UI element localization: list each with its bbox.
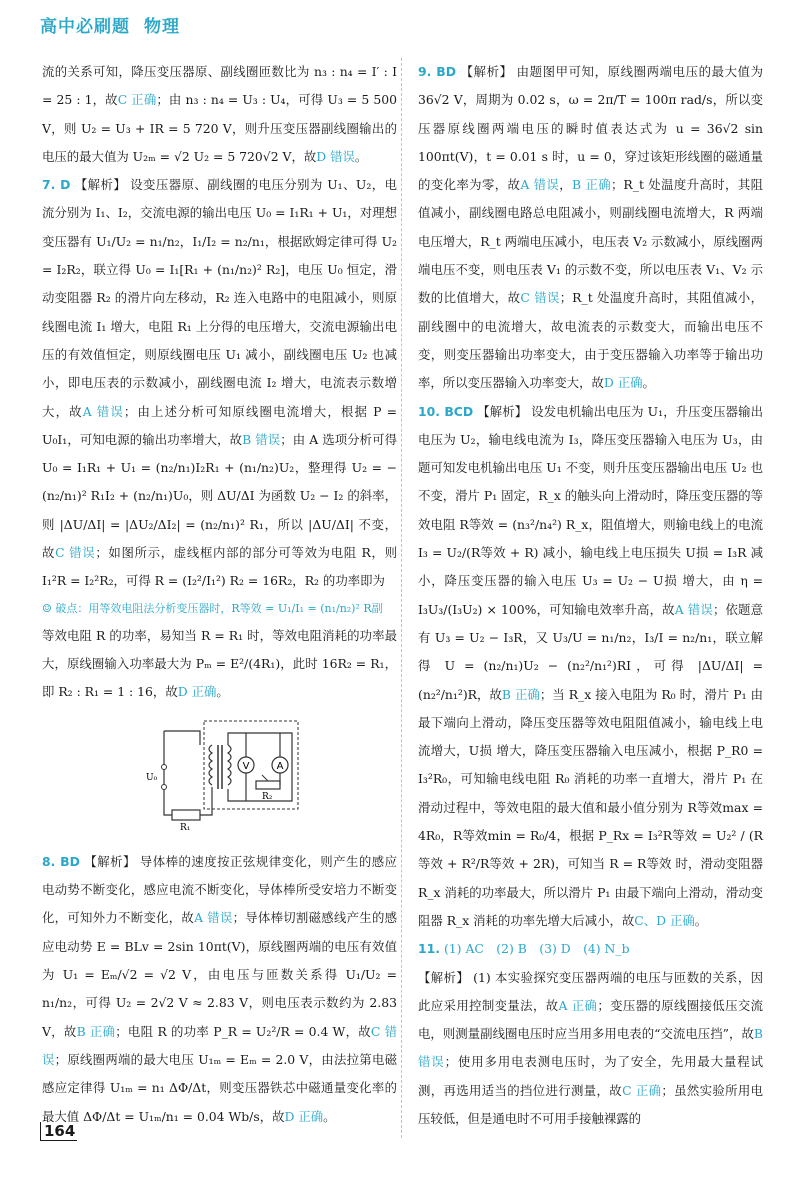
right-column [418,58,763,1133]
question-number: 10. BCD [418,403,474,419]
question-10: 10. BCD 【解析】 设发电机输出电压为 U₁，升压变压器输出电压为 U₂，输电线电流为 I₃，降压变压器输入电压为 U₃，由题可知发电机输出电压 U₁ 不变，则升压变压器输出电压 U₂ 也不变，滑片 P₁ 固定，R_x 的触头向上滑动时，降压变压器的等效电阻 R等效 = (n₃²/n₄²) R_x，阻值增大，则输电线上的电流 I₃ = U₂/(R等效 + R) 减小，输电线上电压损失 U损 = I₃R 减小，降压变压器的输入电压 U₃ = U₂ − U损 增大，由 η = I₃U₃/(I₃U₂) × 100%，可知输电效率升高，故A 错误；依题意有 U₃ = U₂ − I₃R，又 U₃/U = n₁/n₂，I₃/I = n₂/n₁，联立解得 U = (n₂/n₁)U₂ − (n₂²/n₁²)RI，可得 |ΔU/ΔI| = (n₂²/n₁²)R，故B 正确；当 R_x 接入电阻为 R₀ 时，滑片 P₁ 由最下端向上滑动，降压变压器等效电阻阻值减小，输电线上电流增大，U损 增大，降压变压器输入电压减小，根据 P_R0 = I₃²R₀，可知输电线电阻 R₀ 消耗的功率一直增大，滑片 P₁ 在滑动过程中，等效电阻的最大值和最小值分别为 R等效max = 4R₀，R等效min = R₀/4，根据 P_Rx = I₃²R等效 = U₂² / (R等效 + R²/R等效 + 2R)，可知当 R = R等效 时，滑动变阻器 R_x 消耗的功率最大，所以滑片 P₁ 由最下端向上滑动，滑动变阻器 R_x 消耗的功率先增大后减小，故C、D 正确。 [418,403,764,928]
question-number: 9. BD [418,64,456,79]
page-number: 164 [40,1122,77,1141]
ammeter-label: A [276,760,284,772]
question-7-cont: 等效电阻 R 的功率，易知当 R = R₁ 时，等效电阻消耗的功率最大，原线圈输入功率最大为 Pₘ = E²/(4R₁)，此时 16R₂ = R₁，即 R₂ : R₁ = 1 : 16，故D 正确。 [42,627,397,700]
left-column [42,58,397,1131]
question-8: 8. BD 【解析】 导体棒的速度按正弦规律变化，则产生的感应电动势不断变化，感应电流不断变化，导体棒所受安培力不断变化，可知外力不断变化，故A 错误；导体棒切割磁感线产生的感应电动势 E = BLv = 2sin 10πt(V)，原线圈两端的电压有效值为 U₁ = Eₘ/√2 = √2 V，由电压与匝数关系得 U₁/U₂ = n₁/n₂，可得 U₂ = 2√2 V ≈ 2.83 V，则电压表示数约为 2.83 V，故B 正确；电阻 R 的功率 P_R = U₂²/R = 0.4 W，故C 错误；原线圈两端的最大电压 U₁ₘ = Eₘ = 2.0 V，由法拉第电磁感应定律得 U₁ₘ = n₁ ΔΦ/Δt，则变压器铁芯中磁通量变化率的最大值 ΔΦ/Δt = U₁ₘ/n₁ = 0.04 Wb/s，故D 正确。 [42,853,398,1124]
circuit-diagram [142,717,302,832]
question-number: 8. BD [42,853,80,869]
resistor-r1-label: R₁ [180,822,191,832]
source-label: U₀ [146,772,158,783]
book-title: 高中必刷题 [40,17,130,37]
question-9: 9. BD 【解析】 由题图甲可知，原线圈两端电压的最大值为 36√2 V，周期为 0.02 s，ω = 2π/T = 100π rad/s，所以变压器原线圈两端电压的瞬时值表达式为 u = 36√2 sin 100πt(V)，t = 0.01 s 时，u = 0，穿过该矩形线圈的磁通量的变化率为零，故A 错误，B 正确；R_t 处温度升高时，其阻值减小，副线圈电路总电阻减小，则副线圈电流增大，R 两端电压增大，R_t 两端电压减小，电压表 V₂ 示数减小，原线圈两端电压不变，则电压表 V₁ 的示数不变，所以电压表 V₁、V₂ 示数的比值增大，故C 错误；R_t 处温度升高时，其阻值减小，副线圈中的电流增大，故电流表的示数变大，而输出电压不变，则变压器输出功率变大，由于变压器输入功率等于输出功率，所以变压器输入功率变大，故D 正确。 [418,64,764,391]
question-11-analysis: 【解析】 (1) 本实验探究变压器两端的电压与匝数的关系，因此应采用控制变量法，故A 正确；变压器的原线圈接低压交流电，则测量副线圈电压时应当用多用电表的“交流电压挡”，故B 错误；使用多用电表测电压时，为了安全，先用最大量程试测，再选用适当的挡位进行测量，故C 正确；虽然实验所用电压较低，但是通电时不可用手接触裸露的 [418,969,764,1126]
resistor-r2-label: R₂ [262,791,273,802]
question-7: 7. D 【解析】 设变压器原、副线圈的电压分别为 U₁、U₂，电流分别为 I₁、I₂，交流电源的输出电压 U₀ = I₁R₁ + U₁，对理想变压器有 U₁/U₂ = n₁/n₂，I₁/I₂ = n₂/n₁，根据欧姆定律可得 U₂ = I₂R₂，联立得 U₀ = I₁[R₁ + (n₁/n₂)² R₂]，电压 U₀ 恒定，滑动变阻器 R₂ 的滑片向左移动，R₂ 连入电路中的电阻减小，则原线圈电流 I₁ 增大，电阻 R₁ 上分得的电压增大，交流电源输出电压的有效值恒定，则原线圈电压 U₁ 减小，副线圈电压 U₂ 也减小，即电压表的示数减小，副线圈电流 I₂ 增大，电流表示数增大，故A 错误；由上述分析可知原线圈电流增大，根据 P = U₀I₁，可知电源的输出功率增大，故B 错误；由 A 选项分析可得 U₀ = I₁R₁ + U₁ = (n₂/n₁)I₂R₁ + (n₁/n₂)U₂，整理得 U₂ = −(n₂/n₁)² R₁I₂ + (n₂/n₁)U₀，则 ΔU/ΔI 为函数 U₂ − I₂ 的斜率，则 |ΔU/ΔI| = |ΔU₂/ΔI₂| = (n₂/n₁)² R₁，所以 |ΔU/ΔI| 不变，故C 错误；如图所示，虚线框内部的部分可等效为电阻 R，则 I₁²R = I₂²R₂，可得 R = (I₂²/I₁²) R₂ = 16R₂，R₂ 的功率即为 [42,177,398,589]
continued-paragraph: 流的关系可知，降压变压器原、副线圈匝数比为 n₃ : n₄ = I′ : I = 25 : 1，故C 正确；由 n₃ : n₄ = U₃ : U₄，可得 U₃ = 5 500 V，则 U₂ = U₃ + IR = 5 720 V，则升压变压器副线圈输出的电压的最大值为 U₂ₘ = √2 U₂ = 5 720√2 V，故D 错误。 [42,64,397,164]
subject-label: 物理 [144,17,180,37]
tip-note: ☺ 破点：用等效电阻法分析变压器时，R等效 = U₁/I₁ = (n₁/n₂)² R副 [42,601,383,615]
question-number: 7. D [42,177,71,193]
question-number: 11. [418,941,440,957]
page-header [40,12,180,37]
voltmeter-label: V [242,760,250,772]
column-divider [401,58,402,1138]
question-11: 11. (1) AC (2) B (3) D (4) N_b [418,941,630,957]
